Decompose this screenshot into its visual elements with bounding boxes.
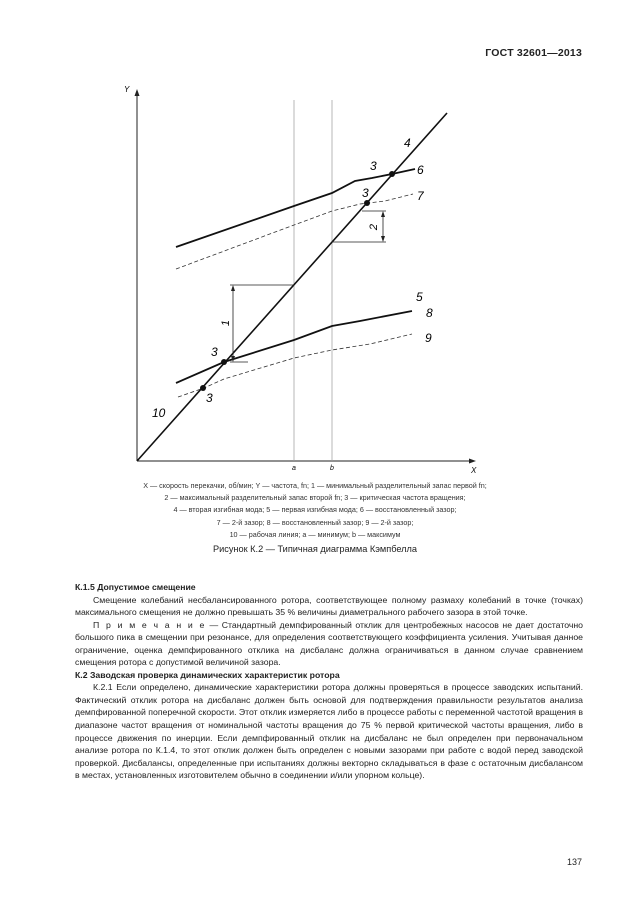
second-mode-curve — [176, 169, 415, 247]
legend-line: X — скорость перекачки, об/мин; Y — частота, fn; 1 — минимальный разделительный запас первой fn; — [143, 481, 487, 490]
tick-label-b: b — [330, 465, 334, 472]
standard-header: ГОСТ 32601—2013 — [485, 47, 582, 59]
document-body — [75, 581, 583, 782]
label-3-upper: 3 — [370, 159, 377, 173]
x-axis-label: X — [471, 466, 477, 475]
figure-caption: Рисунок К.2 — Типичная диаграмма Кэмпбелла — [212, 544, 418, 554]
margin-1-arrow-up — [231, 285, 235, 291]
label-8: 8 — [426, 306, 433, 320]
label-6: 6 — [417, 163, 424, 177]
label-1: 1 — [220, 319, 232, 327]
page-number: 137 — [566, 857, 582, 867]
label-5: 5 — [416, 290, 423, 304]
critical-point — [364, 200, 370, 206]
y-axis-label: Y — [124, 85, 130, 94]
first-mode-gap-curve — [178, 334, 412, 397]
figure-legend — [60, 480, 570, 541]
legend-line: 10 — рабочая линия; a — минимум; b — максимум — [229, 529, 401, 539]
y-axis-arrow — [135, 89, 140, 96]
x-axis-arrow — [469, 459, 476, 464]
note-text: — Стандартный демпфированный отклик для центробежных насосов не дает достаточно большого пика в смещении при резонансе, для определения соответствующего коэффициента усиления. Учитывая данное ограничение, оценка демпфированного отклика на дисбаланс должна ограничиваться в данном случае сравнением смещения ротора с допустимой величиной зазора. — [75, 619, 583, 668]
margin-2-arrow-down — [381, 236, 385, 242]
legend-line: 7 — 2-й зазор; 8 — восстановленный зазор; 9 — 2-й зазор; — [216, 517, 414, 527]
operating-line — [137, 113, 447, 461]
critical-point — [221, 359, 227, 365]
label-4: 4 — [404, 136, 411, 150]
label-3-lower-mid: 3 — [211, 345, 218, 359]
note-label: П р и м е ч а н и е — [93, 619, 206, 630]
section-title: К.1.5 Допустимое смещение — [75, 582, 196, 592]
legend-line: 2 — максимальный разделительный запас второй fn; 3 — критическая частота вращения; — [164, 493, 466, 503]
note-paragraph — [75, 619, 583, 669]
label-10: 10 — [152, 406, 166, 420]
label-7: 7 — [417, 189, 424, 203]
tick-label-a: a — [292, 465, 296, 472]
legend-line: 4 — вторая изгибная мода; 5 — первая изгибная мода; 6 — восстановленный зазор; — [173, 505, 457, 515]
critical-point — [389, 171, 395, 177]
label-9: 9 — [425, 331, 432, 345]
section-title: К.2 Заводская проверка динамических характеристик ротора — [75, 669, 340, 680]
label-2: 2 — [368, 223, 380, 231]
paragraph: Смещение колебаний несбалансированного ротора, соответствующее полному размаху колебаний в точке (точках) максимального смещения не должно превышать 35 % величины диаметрального рабочего зазора в этой точке. — [75, 594, 583, 618]
label-3-upper-mid: 3 — [362, 186, 369, 200]
paragraph: К.2.1 Если определено, динамические характеристики ротора должны проверяться в процессе заводских испытаний. Фактический отклик ротора на дисбаланс должен быть основой для подтверждения правильности результатов анализа демпфированной поперечной скорости. Этот отклик измеряется либо в процессе работы с переменной частотой вращения в диапазоне частот вращения от номинальной частоты вращения до 75 % первой критической частоты вращения, либо в процессе движения по инерции. Если демпфированный отклик на дисбаланс не был определен при первоначальном анализе ротора по К.1.4, то этот отклик должен быть определен с новыми зазорами при работе с водой перед заводской проверкой. Дисбалансы, определенные при испытаниях должны векторно складываться в фазе с остаточным дисбалансом в местах, установленных изготовителем обычно в соединении и/или упорном кольце). — [75, 682, 583, 781]
label-3-lower: 3 — [206, 391, 213, 405]
margin-2-arrow-up — [381, 211, 385, 217]
